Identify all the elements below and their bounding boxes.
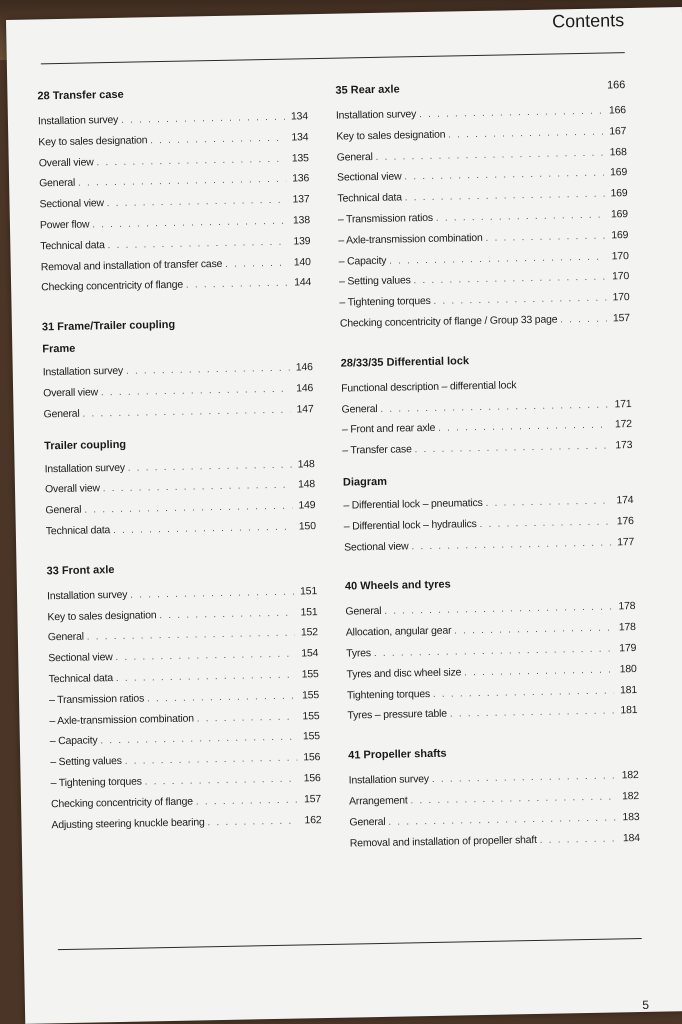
toc-entry-page: 166: [608, 104, 626, 117]
toc-entry-page: 155: [302, 709, 320, 722]
toc-entry-label: Checking concentricity of flange: [50, 795, 194, 810]
toc-entry: [342, 435, 632, 461]
section-title: 40 Wheels and tyres: [344, 578, 451, 593]
toc-entry-label: – Differential lock – pneumatics: [343, 493, 483, 516]
dot-leader: [113, 517, 293, 541]
section-transfer-case: [37, 84, 311, 298]
entry-list: [47, 581, 322, 836]
toc-entry-page: 171: [614, 397, 632, 410]
toc-entry-page: 150: [298, 520, 316, 533]
entry-list: [341, 394, 632, 462]
toc-entry-page: 151: [299, 584, 318, 598]
dot-leader: [186, 273, 289, 296]
entry-list: [345, 596, 637, 726]
toc-entry-label: – Transfer case: [342, 439, 412, 461]
toc-entry-page: 137: [292, 193, 310, 206]
toc-entry-label: Tyres and disc wheel size: [346, 666, 462, 681]
toc-entry-page: 140: [293, 255, 311, 269]
toc-entry: [347, 700, 637, 726]
toc-entry-label: Arrangement: [348, 794, 408, 808]
dot-leader: [448, 121, 603, 145]
section-differential-lock: [341, 351, 635, 558]
toc-entry-label: Installation survey: [44, 461, 125, 475]
toc-entry: [43, 399, 313, 425]
toc-entry-label: Sectional view: [336, 170, 402, 185]
dot-leader: [196, 789, 299, 812]
dot-leader: [159, 602, 294, 625]
toc-entry-page: 152: [300, 626, 318, 639]
toc-entry-page: 169: [610, 166, 628, 179]
toc-entry-label: Adjusting steering knuckle bearing: [51, 815, 205, 831]
toc-entry-page: 134: [291, 131, 309, 144]
toc-entry-label: Sectional view: [39, 197, 104, 211]
toc-entry-label: – Tightening torques: [50, 771, 142, 794]
toc-entry-page: 176: [616, 514, 634, 528]
toc-entry: [41, 273, 311, 299]
dot-leader: [415, 436, 610, 461]
toc-entry: [344, 532, 634, 558]
toc-entry-label: Tightening torques: [346, 687, 431, 702]
toc-entry-label: Technical data: [48, 672, 114, 686]
toc-entry-label: – Tightening torques: [339, 291, 431, 314]
toc-entry-page: 181: [620, 704, 638, 717]
toc-entry: [340, 308, 630, 334]
dot-leader: [225, 252, 288, 274]
toc-entry-label: Technical data: [337, 191, 402, 205]
section-title: 28/33/35 Differential lock: [340, 354, 470, 370]
toc-entry-label: Installation survey: [348, 773, 430, 787]
toc-entry-page: 169: [611, 228, 629, 242]
toc-entry-page: 135: [291, 151, 309, 165]
dot-leader: [560, 308, 607, 330]
toc-entry-page: 148: [297, 478, 316, 491]
toc-entry-label: – Axle-transmission combination: [338, 228, 483, 252]
toc-entry-page: 149: [298, 499, 316, 512]
toc-entry-label: Checking concentricity of flange / Group 33 page: [339, 313, 558, 330]
toc-entry-label: Key to sales designation: [47, 608, 157, 623]
toc-entry-page: 156: [303, 772, 321, 785]
entry-list: [43, 357, 314, 425]
toc-entry: [350, 828, 640, 854]
toc-entry-page: 136: [292, 172, 310, 185]
dot-leader: [450, 701, 615, 725]
toc-entry-label: Tyres – pressure table: [347, 707, 448, 722]
toc-entry-page: 157: [303, 792, 322, 806]
entry-list: [336, 100, 630, 334]
toc-entry-page: 155: [301, 688, 320, 702]
dot-leader: [485, 225, 605, 248]
toc-entry-page: 157: [612, 312, 630, 325]
toc-entry-label: – Differential lock – hydraulics: [344, 514, 477, 537]
page-header-title: Contents: [551, 10, 625, 32]
dot-leader: [207, 810, 298, 833]
toc-entry-label: – Axle-transmission combination: [49, 708, 194, 732]
toc-entry-page: 173: [615, 439, 633, 452]
toc-entry-label: Power flow: [39, 218, 90, 232]
entry-list: [343, 490, 634, 558]
section-title: 33 Front axle: [46, 563, 115, 578]
toc-entry-label: General: [39, 177, 76, 190]
toc-entry-label: Tyres: [346, 647, 372, 660]
section-frame-trailer: [42, 315, 316, 542]
toc-entry-label: Checking concentricity of flange: [41, 279, 184, 294]
toc-entry-label: Sectional view: [48, 651, 113, 665]
dot-leader: [464, 659, 614, 683]
section-title: 31 Frame/Trailer coupling: [41, 318, 176, 334]
toc-entry-label: General: [43, 407, 80, 421]
footer-rule: [58, 938, 642, 950]
dot-leader: [485, 490, 610, 513]
toc-entry-label: Installation survey: [335, 108, 417, 122]
section-title-text: 35 Rear axle: [335, 83, 400, 97]
toc-entry-label: Overall view: [44, 482, 100, 496]
toc-entry-page: 146: [296, 382, 314, 395]
toc-entry-label: – Capacity: [50, 731, 98, 753]
toc-entry-label: Overall view: [43, 386, 99, 400]
toc-entry-page: 170: [612, 270, 630, 283]
toc-entry-label: Removal and installation of transfer case: [40, 257, 223, 273]
toc-entry-page: 180: [619, 662, 637, 676]
toc-entry: [46, 516, 316, 542]
section-title: 41 Propeller shafts: [348, 747, 447, 762]
entry-list: [348, 765, 640, 854]
subsection-title-diagram: Diagram: [342, 475, 388, 489]
toc-entry-page: 167: [609, 124, 627, 138]
toc-entry-page: 155: [301, 668, 319, 681]
toc-entry-label: Overall view: [38, 155, 94, 169]
toc-entry-page: 178: [618, 621, 636, 634]
section-rear-axle: [335, 78, 630, 334]
toc-entry-label: Installation survey: [42, 364, 124, 379]
entry-list: [38, 106, 312, 298]
toc-entry-label: – Setting values: [339, 271, 411, 293]
toc-entry-page: 139: [293, 234, 311, 248]
toc-entry-label: – Transmission ratios: [49, 688, 144, 711]
toc-entry-page: 170: [611, 249, 629, 262]
toc-entry-page: 172: [614, 418, 632, 431]
toc-entry-label: Installation survey: [37, 113, 119, 128]
toc-entry-page: 154: [301, 647, 319, 660]
dot-leader: [150, 127, 285, 150]
subsection-title-trailer: Trailer coupling: [44, 438, 127, 452]
right-column: [335, 78, 640, 876]
toc-entry-page: 148: [297, 457, 315, 471]
toc-entry-label: – Capacity: [339, 250, 387, 272]
toc-entry-page: 181: [619, 683, 638, 696]
section-front-axle: [46, 559, 321, 836]
dot-leader: [411, 532, 611, 557]
toc-entry-page: 134: [290, 110, 309, 123]
toc-entry-page: 184: [622, 831, 640, 844]
dot-leader: [147, 685, 296, 709]
page-number: 5: [642, 997, 650, 1012]
toc-entry-page: 169: [610, 187, 628, 200]
toc-entry-label: – Front and rear axle: [342, 418, 436, 441]
toc-entry-page: 147: [296, 402, 314, 416]
toc-entry-page: 146: [295, 361, 313, 374]
toc-entry-page: 162: [304, 813, 322, 826]
toc-entry-page: 179: [619, 641, 637, 655]
toc-entry: [51, 810, 321, 836]
dot-leader: [145, 768, 298, 792]
left-column: [37, 84, 322, 857]
toc-entry-label: Technical data: [45, 524, 111, 538]
toc-entry-label: Installation survey: [46, 588, 128, 603]
toc-entry-page: 156: [303, 751, 321, 764]
entry-list: [44, 454, 316, 542]
section-wheels-tyres: [345, 574, 638, 726]
toc-entry-label: Key to sales designation: [38, 134, 148, 149]
toc-entry-label: – Transmission ratios: [338, 208, 433, 231]
dot-leader: [479, 511, 610, 534]
header-rule: [41, 52, 625, 64]
toc-entry-label: General: [45, 503, 82, 517]
toc-entry-page: 178: [618, 600, 636, 613]
toc-entry-page: 177: [617, 535, 635, 548]
toc-entry-page: 155: [302, 730, 320, 743]
toc-entry-page: 183: [622, 810, 640, 824]
toc-entry-label: General: [341, 402, 378, 416]
toc-entry-page: 174: [616, 493, 634, 507]
section-title: [335, 78, 625, 98]
toc-entry-page: 170: [612, 291, 630, 304]
toc-entry-label: Allocation, angular gear: [345, 624, 452, 639]
toc-entry-label: Removal and installation of propeller shaft: [349, 833, 537, 850]
section-title: 28 Transfer case: [37, 88, 124, 103]
toc-entry-label: General: [349, 815, 386, 829]
toc-entry-label: General: [345, 605, 382, 618]
toc-entry-page: 144: [294, 276, 312, 289]
toc-entry-label: General: [336, 150, 373, 164]
toc-entry-page: 138: [292, 214, 311, 227]
subsection-title-frame: Frame: [42, 342, 76, 356]
toc-entry-label: Sectional view: [344, 539, 409, 554]
toc-entry-label: Key to sales designation: [336, 128, 446, 143]
dot-leader: [540, 828, 617, 850]
toc-entry-page: 182: [621, 769, 639, 782]
toc-entry-label: – Setting values: [50, 751, 122, 773]
toc-entry-page: 151: [300, 605, 318, 619]
toc-entry-page: 182: [621, 789, 640, 803]
section-propeller-shafts: [348, 743, 640, 854]
document-page: [6, 7, 682, 1024]
toc-entry-page: 169: [610, 208, 628, 221]
toc-entry-label: General: [47, 630, 84, 644]
dot-leader: [82, 399, 290, 424]
section-title-page: 166: [606, 79, 626, 92]
toc-entry-label: Technical data: [40, 238, 105, 253]
toc-entry-page: 168: [609, 145, 627, 159]
dot-leader: [197, 706, 297, 729]
functional-description-line: Functional description – differential lock: [341, 379, 517, 395]
